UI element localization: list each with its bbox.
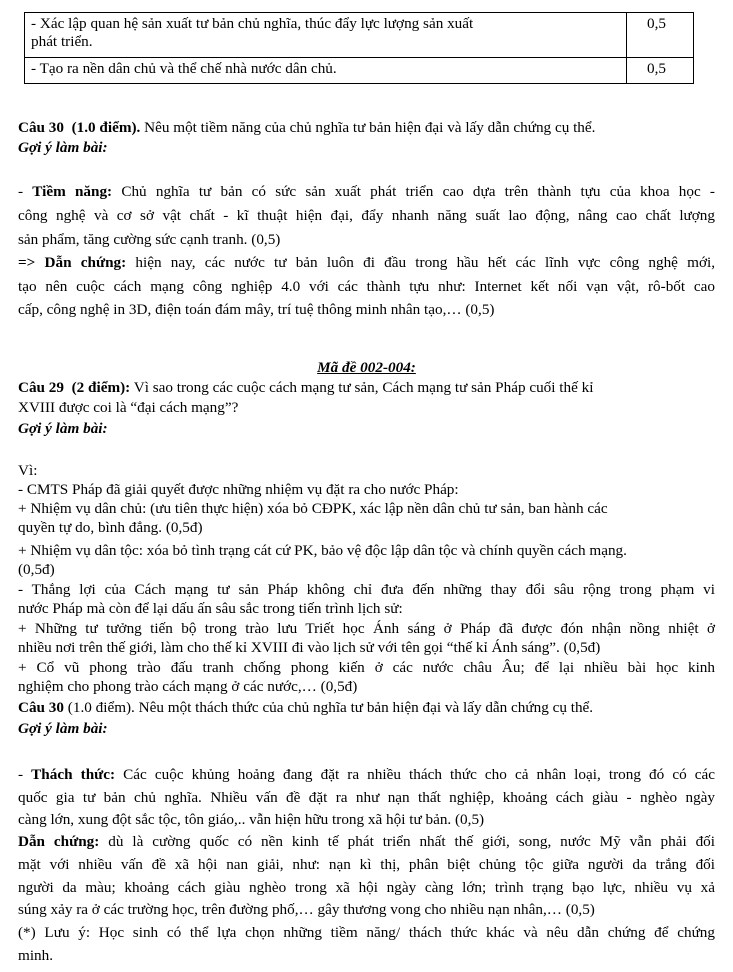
paragraph-line: tạo nên cuộc cách mạng công nghiệp 4.0 với các thành tựu như: Internet kết nối vạn vật, rô-bốt cao <box>18 278 715 295</box>
paragraph-line: quốc gia tư bản chủ nghĩa. Nhiều vấn đề đặt ra như nạn thất nghiệp, khoảng cách giàu - nghèo ngày <box>18 789 715 806</box>
paragraph-line: cấp, công nghệ in 3D, điện toán đám mây, trí tuệ thông minh nhân tạo,… (0,5) <box>18 301 495 318</box>
table-cell-score: 0,5 <box>627 58 694 84</box>
hint-heading: Gợi ý làm bài: <box>18 720 108 737</box>
paragraph-line: nhiều nơi trên thế giới, làm cho thế kỉ XVIII đi vào lịch sử với tên gọi “thế kỉ Ánh sáng”. (0,5đ) <box>18 639 601 656</box>
paragraph-line: => Dẫn chứng: hiện nay, các nước tư bản luôn đi đầu trong hầu hết các lĩnh vực công nghệ mới, <box>18 254 715 271</box>
question-30-challenge: Câu 30 (1.0 điểm). Nêu một thách thức của chủ nghĩa tư bản hiện đại và lấy dẫn chứng cụ thể. <box>18 699 594 716</box>
paragraph-line: + Cổ vũ phong trào đấu tranh chống phong kiến ở các nước châu Âu; để lại nhiều bài học kinh <box>18 659 715 676</box>
paragraph-line: Dẫn chứng: dù là cường quốc có nền kinh tế phát triển nhất thế giới, song, nước Mỹ vẫn phải đối <box>18 833 715 850</box>
paragraph-line: Vì: <box>18 462 38 479</box>
paragraph-line: càng lớn, xung đột sắc tộc, tôn giáo,.. vẫn hiện hữu trong xã hội tư bản. (0,5) <box>18 811 485 828</box>
paragraph-line: + Nhiệm vụ dân tộc: xóa bỏ tình trạng cát cứ PK, bảo vệ độc lập dân tộc và chính quyền cách mạng. <box>18 542 627 559</box>
paragraph-line: - Tiềm năng: Chủ nghĩa tư bản có sức sản xuất phát triển cao dựa trên thành tựu của khoa học - <box>18 183 715 200</box>
paragraph-line: mặt với nhiều vấn đề xã hội nan giải, như: nạn kì thị, phân biệt chủng tộc giữa người da trắng đối <box>18 856 715 873</box>
answer-table <box>24 12 694 84</box>
paragraph-line: nước Pháp mà còn để lại dấu ấn sâu sắc trong tiến trình lịch sử: <box>18 600 403 617</box>
hint-heading: Gợi ý làm bài: <box>18 420 108 437</box>
table-row <box>25 13 694 58</box>
question-29-line2: XVIII được coi là “đại cách mạng”? <box>18 399 239 416</box>
table-cell-content: - Xác lập quan hệ sản xuất tư bản chủ nghĩa, thúc đẩy lực lượng sản xuất phát triển. <box>25 13 627 58</box>
table-cell-content: - Tạo ra nền dân chủ và thể chế nhà nước dân chủ. <box>25 58 627 84</box>
question-29: Câu 29 (2 điểm): Vì sao trong các cuộc cách mạng tư sản, Cách mạng tư sản Pháp cuối thế kỉ <box>18 379 594 396</box>
question-30-potential: Câu 30 (1.0 điểm). Nêu một tiềm năng của chủ nghĩa tư bản hiện đại và lấy dẫn chứng cụ thể. <box>18 119 596 136</box>
paragraph-line: - CMTS Pháp đã giải quyết được những nhiệm vụ đặt ra cho nước Pháp: <box>18 481 459 498</box>
exam-code-heading: Mã đề 002-004: <box>317 359 416 376</box>
paragraph-line: (0,5đ) <box>18 561 55 578</box>
note-line: minh. <box>18 947 54 964</box>
hint-heading: Gợi ý làm bài: <box>18 139 108 156</box>
note-line: (*) Lưu ý: Học sinh có thể lựa chọn những tiềm năng/ thách thức khác và nêu dẫn chứng để chứng <box>18 924 715 941</box>
paragraph-line: - Thách thức: Các cuộc khủng hoảng đang đặt ra nhiều thách thức cho cả nhân loại, trong đó có các <box>18 766 715 783</box>
paragraph-line: công nghệ và cơ sở vật chất - kĩ thuật hiện đại, đẩy nhanh năng suất lao động, nâng cao chất lượng <box>18 207 715 224</box>
paragraph-line: người da màu; khoảng cách giàu nghèo trong xã hội ngày càng lớn; trình trạng bạo lực, nhiều vụ xả <box>18 879 715 896</box>
table-cell-score: 0,5 <box>627 13 694 58</box>
paragraph-line: + Nhiệm vụ dân chủ: (ưu tiên thực hiện) xóa bỏ CĐPK, xác lập nền dân chủ tư sản, ban hành các <box>18 500 608 517</box>
paragraph-line: sản phẩm, tăng cường sức cạnh tranh. (0,5) <box>18 231 281 248</box>
paragraph-line: nghiệm cho phong trào cách mạng ở các nước,… (0,5đ) <box>18 678 358 695</box>
paragraph-line: quyền tự do, bình đẳng. (0,5đ) <box>18 519 203 536</box>
paragraph-line: + Những tư tưởng tiến bộ trong trào lưu Triết học Ánh sáng ở Pháp đã được đón nhận nồng nhiệt ở <box>18 620 715 637</box>
table-row <box>25 58 694 84</box>
paragraph-line: súng xảy ra ở các trường học, trên đường phố,… gây thương vong cho nhiều nạn nhân,… (0,5) <box>18 901 595 918</box>
paragraph-line: - Thắng lợi của Cách mạng tư sản Pháp không chỉ đưa đến những thay đổi sâu rộng trong phạm vi <box>18 581 715 598</box>
